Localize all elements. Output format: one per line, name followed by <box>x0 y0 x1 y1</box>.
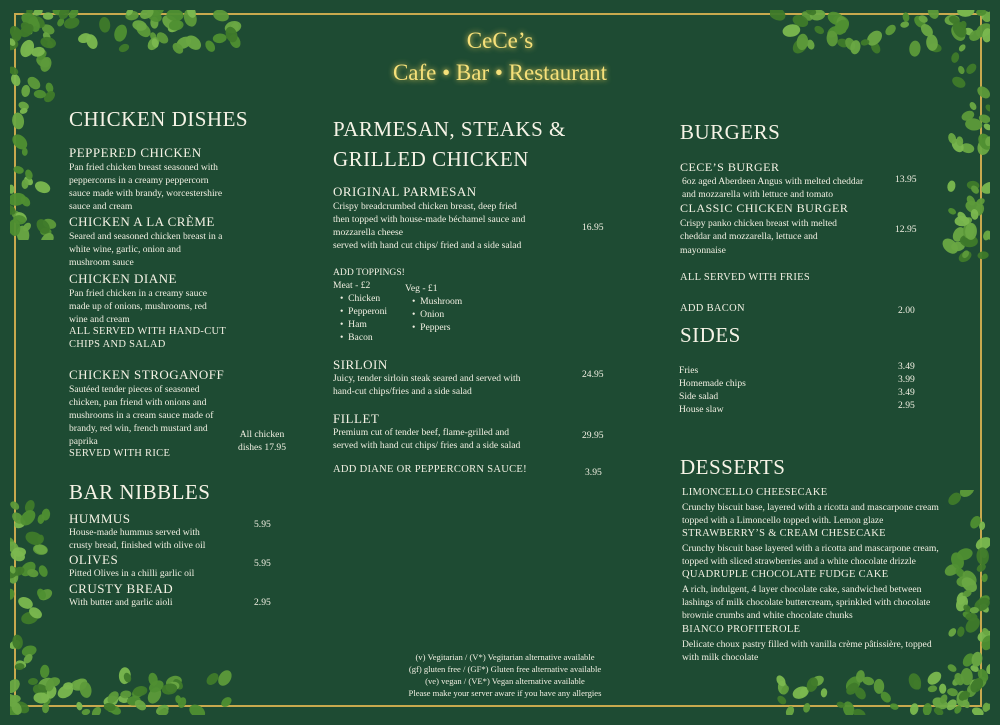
fudge-cake-desc-3: brownie crumbs and white chocolate chunks <box>682 610 853 621</box>
ivy-leaf <box>939 684 946 694</box>
ceces-burger-desc-1: 6oz aged Aberdeen Angus with melted cheddar <box>682 176 864 187</box>
burgers-heading: BURGERS <box>680 120 781 144</box>
ivy-leaf <box>909 702 919 715</box>
ivy-leaf <box>979 180 990 196</box>
ivy-leaf <box>11 112 25 130</box>
original-parmesan-name: ORIGINAL PARMESAN <box>333 184 477 199</box>
side-fries-name: Fries <box>679 365 699 376</box>
limoncello-name: LIMONCELLO CHEESECAKE <box>682 487 828 498</box>
strawberry-cheesecake-name: STRAWBERRY’S & CREAM CHESECAKE <box>682 528 886 539</box>
legend-line-4: Please make your server aware if you have any allergies <box>408 688 602 698</box>
chicken-diane-desc-1: Pan fried chicken in a creamy sauce <box>69 288 207 299</box>
ivy-leaf <box>977 251 989 260</box>
original-parmesan-price: 16.95 <box>582 222 604 233</box>
ivy-leaf <box>776 694 788 706</box>
side-salad-name: Side salad <box>679 391 719 402</box>
peppered-chicken-desc-4: sauce and cream <box>69 201 133 212</box>
original-parmesan-desc-2: then topped with house-made béchamel sauce and <box>333 214 526 225</box>
side-fries-price: 3.49 <box>898 361 915 372</box>
ceces-burger-desc-2: and mozzarella with lettuce and tomato <box>682 189 834 200</box>
chicken-stroganoff-desc-2: chicken, pan friend with onions and <box>69 397 207 408</box>
classic-chicken-burger-desc-2: cheddar and mozzarella, lettuce and <box>680 231 818 242</box>
ivy-leaf <box>984 103 990 113</box>
ceces-burger-name: CECE’S BURGER <box>680 160 780 174</box>
classic-chicken-burger-price: 12.95 <box>895 224 917 235</box>
ivy-leaf <box>946 180 956 193</box>
crusty-bread-desc: With butter and garlic aioli <box>69 597 173 608</box>
nibbles-heading: BAR NIBBLES <box>69 480 211 504</box>
ivy-leaf <box>922 702 933 715</box>
chicken-stroganoff-desc-1: Sautéed tender pieces of seasoned <box>69 384 200 395</box>
hummus-desc-1: House-made hummus served with <box>69 527 200 538</box>
fillet-price: 29.95 <box>582 430 604 441</box>
parmesan-heading-2: GRILLED CHICKEN <box>333 147 529 171</box>
classic-chicken-burger-desc-3: mayonnaise <box>680 245 726 256</box>
topping-veg-3: • Peppers <box>412 322 451 333</box>
chicken-diane-note-2: CHIPS AND SALAD <box>69 339 166 350</box>
ivy-leaf <box>982 229 990 241</box>
fudge-cake-name: QUADRUPLE CHOCOLATE FUDGE CAKE <box>682 569 889 580</box>
ivy-leaf <box>802 702 811 713</box>
legend-line-3: (ve) vegan / (VE*) Vegan alternative available <box>425 676 585 686</box>
restaurant-name: CeCe’s <box>466 28 534 53</box>
side-house-slaw-price: 2.95 <box>898 400 915 411</box>
legend-line-2: (gf) gluten free / (GF*) Gluten free alternative available <box>408 664 602 674</box>
chicken-stroganoff-desc-4: brandy, red win, french mustard and <box>69 423 208 434</box>
chicken-creme-desc-1: Seared and seasoned chicken breast in a <box>69 231 223 242</box>
toppings-title: ADD TOPPINGS! <box>333 267 405 278</box>
ivy-leaf <box>946 663 958 674</box>
strawberry-cheesecake-desc-1: Crunchy biscuit base layered with a ricotta and mascarpone cream, <box>682 543 939 554</box>
burgers-fries-note: ALL SERVED WITH FRIES <box>680 272 810 283</box>
topping-meat-3: • Ham <box>340 319 367 330</box>
topping-meat-1: • Chicken <box>340 293 381 304</box>
ivy-leaf <box>926 10 941 20</box>
ivy-leaf <box>10 677 22 696</box>
peppered-chicken-desc-3: sauce made with brandy, worcestershire <box>69 188 223 199</box>
ivy-leaf <box>946 687 959 697</box>
sirloin-name: SIRLOIN <box>333 357 388 372</box>
ivy-leaf <box>37 564 49 578</box>
ivy-leaf <box>204 671 220 688</box>
chicken-diane-name: CHICKEN DIANE <box>69 271 177 286</box>
crusty-bread-price: 2.95 <box>254 597 271 608</box>
ivy-leaf <box>90 705 103 715</box>
sides-heading: SIDES <box>680 323 741 347</box>
ivy-leaf <box>219 695 233 709</box>
ceces-burger-price: 13.95 <box>895 174 917 185</box>
ivy-leaf <box>956 626 965 638</box>
ivy-leaf <box>907 672 924 692</box>
profiterole-name: BIANCO PROFITEROLE <box>682 624 801 635</box>
ivy-leaf <box>10 500 21 512</box>
ivy-leaf <box>10 588 15 600</box>
ivy-leaf <box>874 679 885 694</box>
ivy-leaf <box>770 10 788 24</box>
ivy-leaf <box>982 122 990 132</box>
crusty-bread-name: CRUSTY BREAD <box>69 581 174 596</box>
ivy-leaf <box>40 664 50 678</box>
ivy-leaf <box>187 702 208 715</box>
chicken-stroganoff-note: SERVED WITH RICE <box>69 448 171 459</box>
olives-price: 5.95 <box>254 558 271 569</box>
ivy-leaf <box>957 10 975 18</box>
restaurant-tagline: Cafe • Bar • Restaurant <box>392 60 608 85</box>
side-homemade-chips-price: 3.99 <box>898 374 915 385</box>
ivy-leaf <box>42 703 50 714</box>
legend-line-1: (v) Vegitarian / (V*) Vegitarian alternative available <box>415 652 595 662</box>
add-sauce-price: 3.95 <box>585 467 602 478</box>
side-house-slaw-name: House slaw <box>679 404 724 415</box>
chicken-stroganoff-name: CHICKEN STROGANOFF <box>69 367 225 382</box>
fudge-cake-desc-1: A rich, indulgent, 4 layer chocolate cake, sandwiched between <box>682 584 922 595</box>
add-bacon-price: 2.00 <box>898 305 915 316</box>
add-bacon-name: ADD BACON <box>680 303 745 314</box>
ivy-leaf <box>33 179 52 195</box>
strawberry-cheesecake-desc-2: topped with sliced strawberries and a white chocolate drizzle <box>682 556 916 567</box>
desserts-heading: DESSERTS <box>680 455 786 479</box>
ivy-leaf <box>212 10 230 23</box>
chicken-creme-name: CHICKEN A LA CRÈME <box>69 214 215 229</box>
peppered-chicken-name: PEPPERED CHICKEN <box>69 145 202 160</box>
chicken-stroganoff-desc-5: paprika <box>69 436 98 447</box>
ivy-leaf <box>947 207 957 216</box>
ivy-leaf <box>902 12 910 23</box>
peppered-chicken-desc-1: Pan fried chicken breast seasoned with <box>69 162 218 173</box>
limoncello-desc-2: topped with a Limoncello topped with. Lemon glaze <box>682 515 884 526</box>
topping-meat-2: • Pepperoni <box>340 306 388 317</box>
side-salad-price: 3.49 <box>898 387 915 398</box>
ivy-leaf <box>75 701 83 711</box>
all-chicken-price-1: All chicken <box>239 429 285 440</box>
chicken-diane-desc-3: wine and cream <box>69 314 130 325</box>
ivy-leaf <box>927 685 937 693</box>
ivy-leaf <box>889 702 899 711</box>
profiterole-desc-2: with milk chocolate <box>682 652 759 663</box>
chicken-diane-note-1: ALL SERVED WITH HAND-CUT <box>69 326 227 337</box>
sirloin-desc-1: Juicy, tender sirloin steak seared and served with <box>333 373 521 384</box>
ivy-leaf <box>10 695 21 703</box>
classic-chicken-burger-desc-1: Crispy panko chicken breast with melted <box>680 218 837 229</box>
chicken-heading: CHICKEN DISHES <box>69 107 249 131</box>
fillet-name: FILLET <box>333 411 380 426</box>
ivy-leaf <box>820 688 827 698</box>
chicken-stroganoff-desc-3: mushrooms in a cream sauce made of <box>69 410 214 421</box>
ivy-leaf <box>10 131 30 152</box>
original-parmesan-desc-4: served with hand cut chips/ fried and a side salad <box>333 240 522 251</box>
all-chicken-price-2: dishes 17.95 <box>238 442 286 453</box>
chicken-diane-desc-2: made up of onions, mushrooms, red <box>69 301 207 312</box>
olives-name: OLIVES <box>69 552 119 567</box>
fudge-cake-desc-2: lashings of milk chocolate buttercream, sprinkled with chocolate <box>682 597 931 608</box>
chicken-creme-desc-2: white wine, garlic, onion and <box>69 244 181 255</box>
ivy-leaf <box>43 12 54 20</box>
limoncello-desc-1: Crunchy biscuit base, layered with a ricotta and mascarpone cream <box>682 502 939 513</box>
ivy-leaf <box>12 165 24 175</box>
ivy-leaf <box>970 651 983 668</box>
topping-veg-2: • Onion <box>412 309 445 320</box>
sirloin-price: 24.95 <box>582 369 604 380</box>
olives-desc: Pitted Olives in a chilli garlic oil <box>69 568 195 579</box>
parmesan-heading-1: PARMESAN, STEAKS & <box>333 117 566 141</box>
classic-chicken-burger-name: CLASSIC CHICKEN BURGER <box>680 201 849 215</box>
topping-meat-4: • Bacon <box>340 332 373 343</box>
hummus-desc-2: crusty bread, finished with olive oil <box>69 540 206 551</box>
add-sauce-name: ADD DIANE OR PEPPERCORN SAUCE! <box>333 464 527 475</box>
fillet-desc-2: served with hand cut chips/ fries and a side salad <box>333 440 521 451</box>
ivy-leaf <box>981 573 988 583</box>
sirloin-desc-2: hand-cut chips/fries and a side salad <box>333 386 472 397</box>
topping-veg-1: • Mushroom <box>412 296 463 307</box>
ivy-leaf <box>21 84 31 97</box>
ivy-leaf <box>968 101 978 111</box>
ivy-leaf <box>975 84 990 101</box>
peppered-chicken-desc-2: peppercorns in a creamy peppercorn <box>69 175 209 186</box>
ivy-leaf <box>10 184 15 194</box>
ivy-leaf <box>784 705 795 715</box>
original-parmesan-desc-1: Crispy breadcrumbed chicken breast, deep fried <box>333 201 517 212</box>
toppings-veg-label: Veg - £1 <box>405 283 438 294</box>
ivy-leaf <box>28 678 38 686</box>
profiterole-desc-1: Delicate choux pastry filled with vanilla crème pâtissière, topped <box>682 639 932 650</box>
ivy-leaf <box>976 547 989 565</box>
hummus-price: 5.95 <box>254 519 271 530</box>
chicken-creme-desc-3: mushroom sauce <box>69 257 134 268</box>
side-homemade-chips-name: Homemade chips <box>679 378 746 389</box>
ivy-leaf <box>81 708 91 715</box>
fillet-desc-1: Premium cut of tender beef, flame-grilled and <box>333 427 510 438</box>
original-parmesan-desc-3: mozzarella cheese <box>333 227 404 238</box>
toppings-meat-label: Meat - £2 <box>333 280 371 291</box>
ivy-leaf <box>947 627 958 638</box>
hummus-name: HUMMUS <box>69 511 131 526</box>
